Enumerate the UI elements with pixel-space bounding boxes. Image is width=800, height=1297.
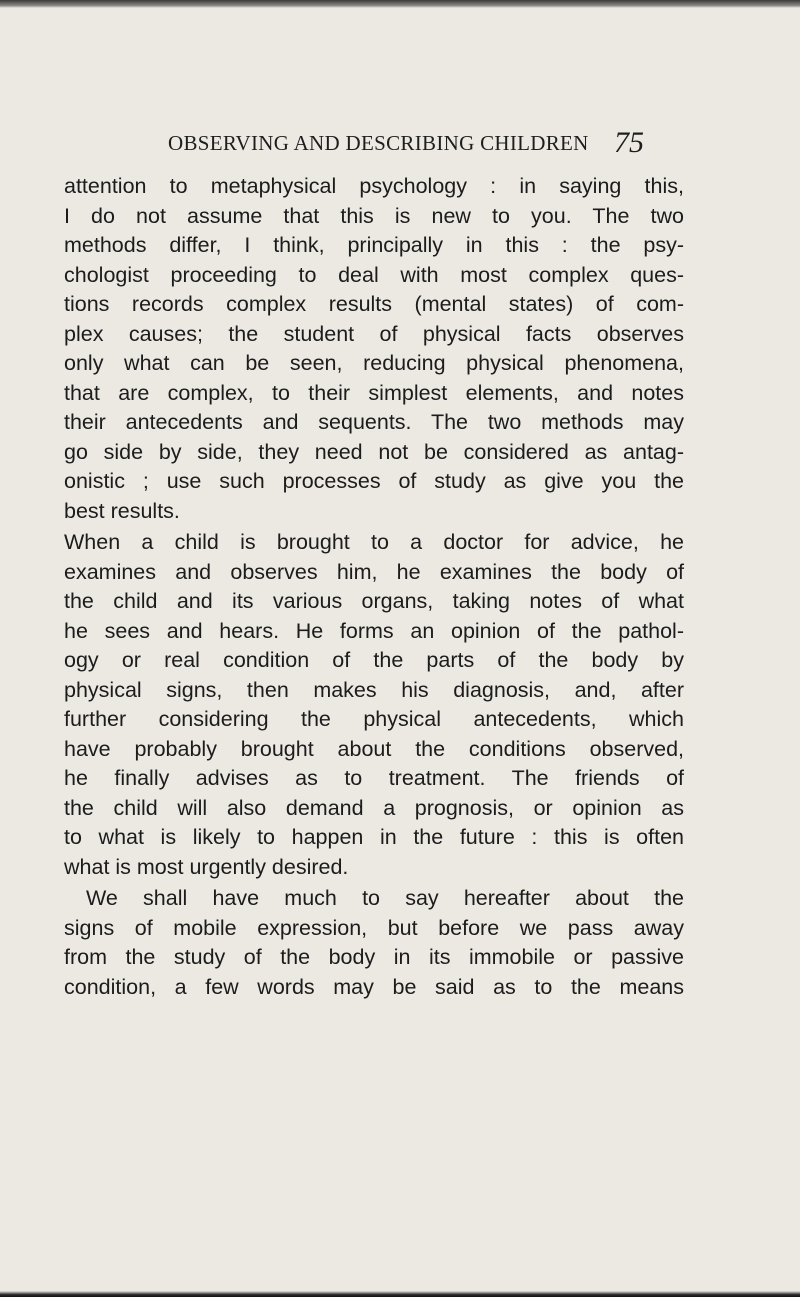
text-line: the child and its various organs, taking notes of what <box>64 589 684 613</box>
text-line: have probably brought about the conditions observed, <box>64 736 684 761</box>
text-line: the child will also demand a prognosis, or opinion as <box>64 795 684 820</box>
text-line: tions records complex results (mental states) of com- <box>64 292 684 316</box>
text-line: that are complex, to their simplest elements, and notes <box>64 380 684 405</box>
running-head: OBSERVING AND DESCRIBING CHILDREN <box>168 131 589 155</box>
text-line: to what is likely to happen in the future : this is often <box>64 825 684 849</box>
page-top-edge <box>0 0 800 8</box>
text-line: what is most urgently desired. <box>64 854 349 879</box>
text-line: signs of mobile expression, but before we pass away <box>64 915 684 940</box>
text-line: When a child is brought to a doctor for advice, he <box>64 530 684 554</box>
text-line: further considering the physical antecedents, which <box>64 707 684 731</box>
page-bottom-edge <box>0 1291 800 1297</box>
text-line: condition, a few words may be said as to the means <box>64 974 684 999</box>
text-line: he sees and hears. He forms an opinion of the pathol- <box>64 618 684 643</box>
body-text <box>64 172 684 1002</box>
text-line: We shall have much to say hereafter about the <box>86 886 684 910</box>
text-line: their antecedents and sequents. The two methods may <box>64 410 684 434</box>
text-line: examines and observes him, he examines the body of <box>64 559 684 584</box>
text-line: best results. <box>64 498 180 523</box>
text-line: go side by side, they need not be considered as antag- <box>64 439 684 464</box>
text-line: attention to metaphysical psychology : in saying this, <box>64 174 684 198</box>
text-line: ogy or real condition of the parts of the body by <box>64 648 684 672</box>
text-line: only what can be seen, reducing physical phenomena, <box>64 351 684 375</box>
text-line: I do not assume that this is new to you. The two <box>64 203 684 228</box>
page-number: 75 <box>614 126 644 159</box>
text-line: onistic ; use such processes of study as give you the <box>64 469 684 493</box>
text-line: from the study of the body in its immobile or passive <box>64 945 684 969</box>
text-line: he finally advises as to treatment. The friends of <box>64 766 684 790</box>
text-line: methods differ, I think, principally in this : the psy- <box>64 233 684 257</box>
text-line: plex causes; the student of physical facts observes <box>64 321 684 346</box>
text-line: chologist proceeding to deal with most complex ques- <box>64 262 684 287</box>
text-line: physical signs, then makes his diagnosis, and, after <box>64 677 684 702</box>
